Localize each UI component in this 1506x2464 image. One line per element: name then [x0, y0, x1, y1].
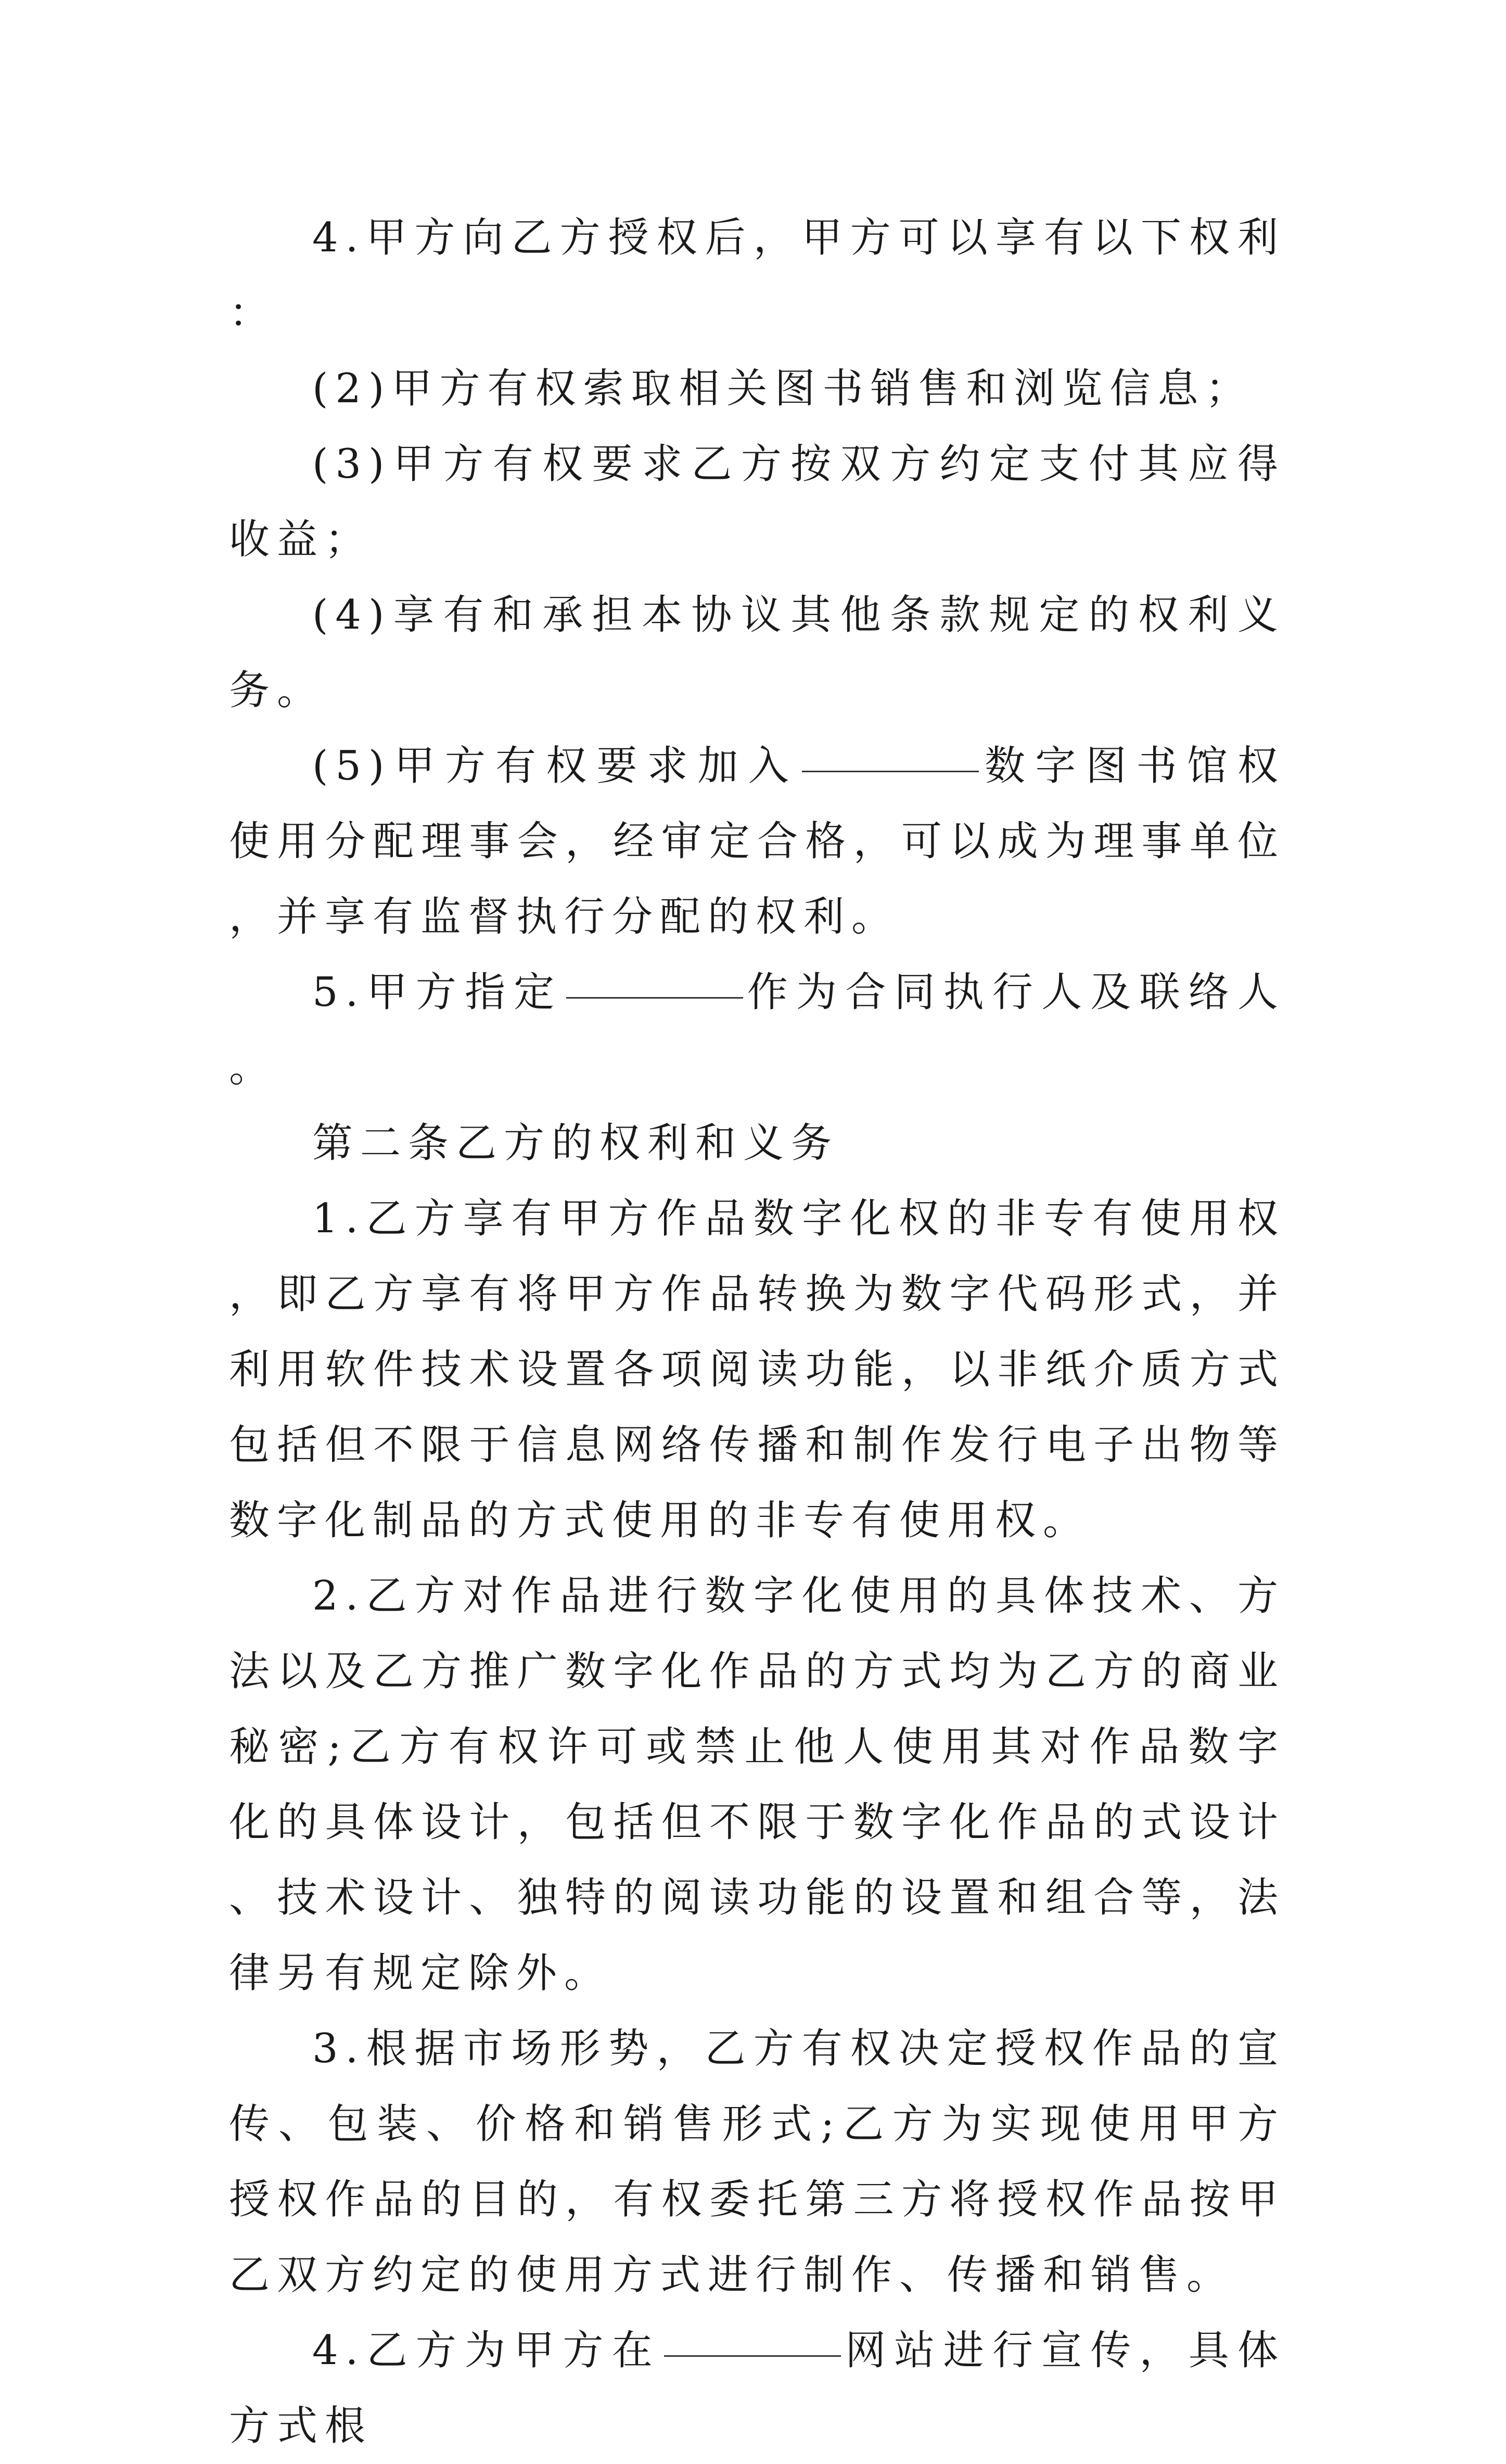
paragraph-text: 数字图书馆权使用分配理事会，经审定合格，可以成为理事单位，并享有监督执行分配的权利。: [229, 743, 1285, 940]
paragraph-right-4: [229, 578, 1285, 729]
paragraph-text: (3)甲方有权要求乙方按双方约定支付其应得收益；: [229, 441, 1285, 563]
paragraph-text: 4.甲方向乙方授权后，甲方可以享有以下权利：: [229, 214, 1285, 337]
paragraph-party-b-4: [229, 2313, 1285, 2464]
paragraph-party-b-1: [229, 1181, 1285, 1559]
paragraph-rights-intro: [229, 200, 1285, 351]
paragraph-text: (2)甲方有权索取相关图书销售和浏览信息；: [312, 365, 1254, 412]
paragraph-right-2: [229, 351, 1285, 427]
fill-in-blank: [664, 2355, 841, 2357]
paragraph-text: 网站进行宣传，具体方式根: [229, 2327, 1285, 2449]
paragraph-contact: [229, 955, 1285, 1106]
fill-in-blank: [566, 997, 743, 999]
paragraph-text: 4.乙方为甲方在: [312, 2327, 661, 2374]
paragraph-text: (4)享有和承担本协议其他条款规定的权利义务。: [229, 592, 1285, 714]
paragraph-text: 作为合同执行人及联络人。: [229, 969, 1285, 1091]
paragraph-text: 1.乙方享有甲方作品数字化权的非专有使用权，即乙方享有将甲方作品转换为数字代码形式，并利用软件技术设置各项阅读功能，以非纸介质方式包括但不限于信息网络传播和制作发行电子出物等数字化制品的方式使用的非专有使用权。: [229, 1195, 1285, 1544]
paragraph-party-b-3: [229, 2011, 1285, 2313]
paragraph-text: 5.甲方指定: [312, 969, 563, 1016]
paragraph-party-b-2: [229, 1559, 1285, 2011]
fill-in-blank: [802, 770, 979, 772]
paragraph-right-5: [229, 729, 1285, 955]
paragraph-text: 3.根据市场形势，乙方有权决定授权作品的宣传、包装、价格和销售形式;乙方为实现使用甲方授权作品的目的，有权委托第三方将授权作品按甲乙双方约定的使用方式进行制作、传播和销售。: [229, 2025, 1285, 2299]
section-heading: [229, 1106, 1285, 1181]
section-heading-text: 第二条乙方的权利和义务: [312, 1120, 839, 1167]
paragraph-right-3: [229, 427, 1285, 578]
paragraph-text: (5)甲方有权要求加入: [312, 743, 799, 789]
document-body: [229, 200, 1285, 2464]
paragraph-text: 2.乙方对作品进行数字化使用的具体技术、方法以及乙方推广数字化作品的方式均为乙方的商业秘密;乙方有权许可或禁止他人使用其对作品数字化的具体设计，包括但不限于数字化作品的式设计、技术设计、独特的阅读功能的设置和组合等，法律另有规定除外。: [229, 1573, 1285, 1997]
